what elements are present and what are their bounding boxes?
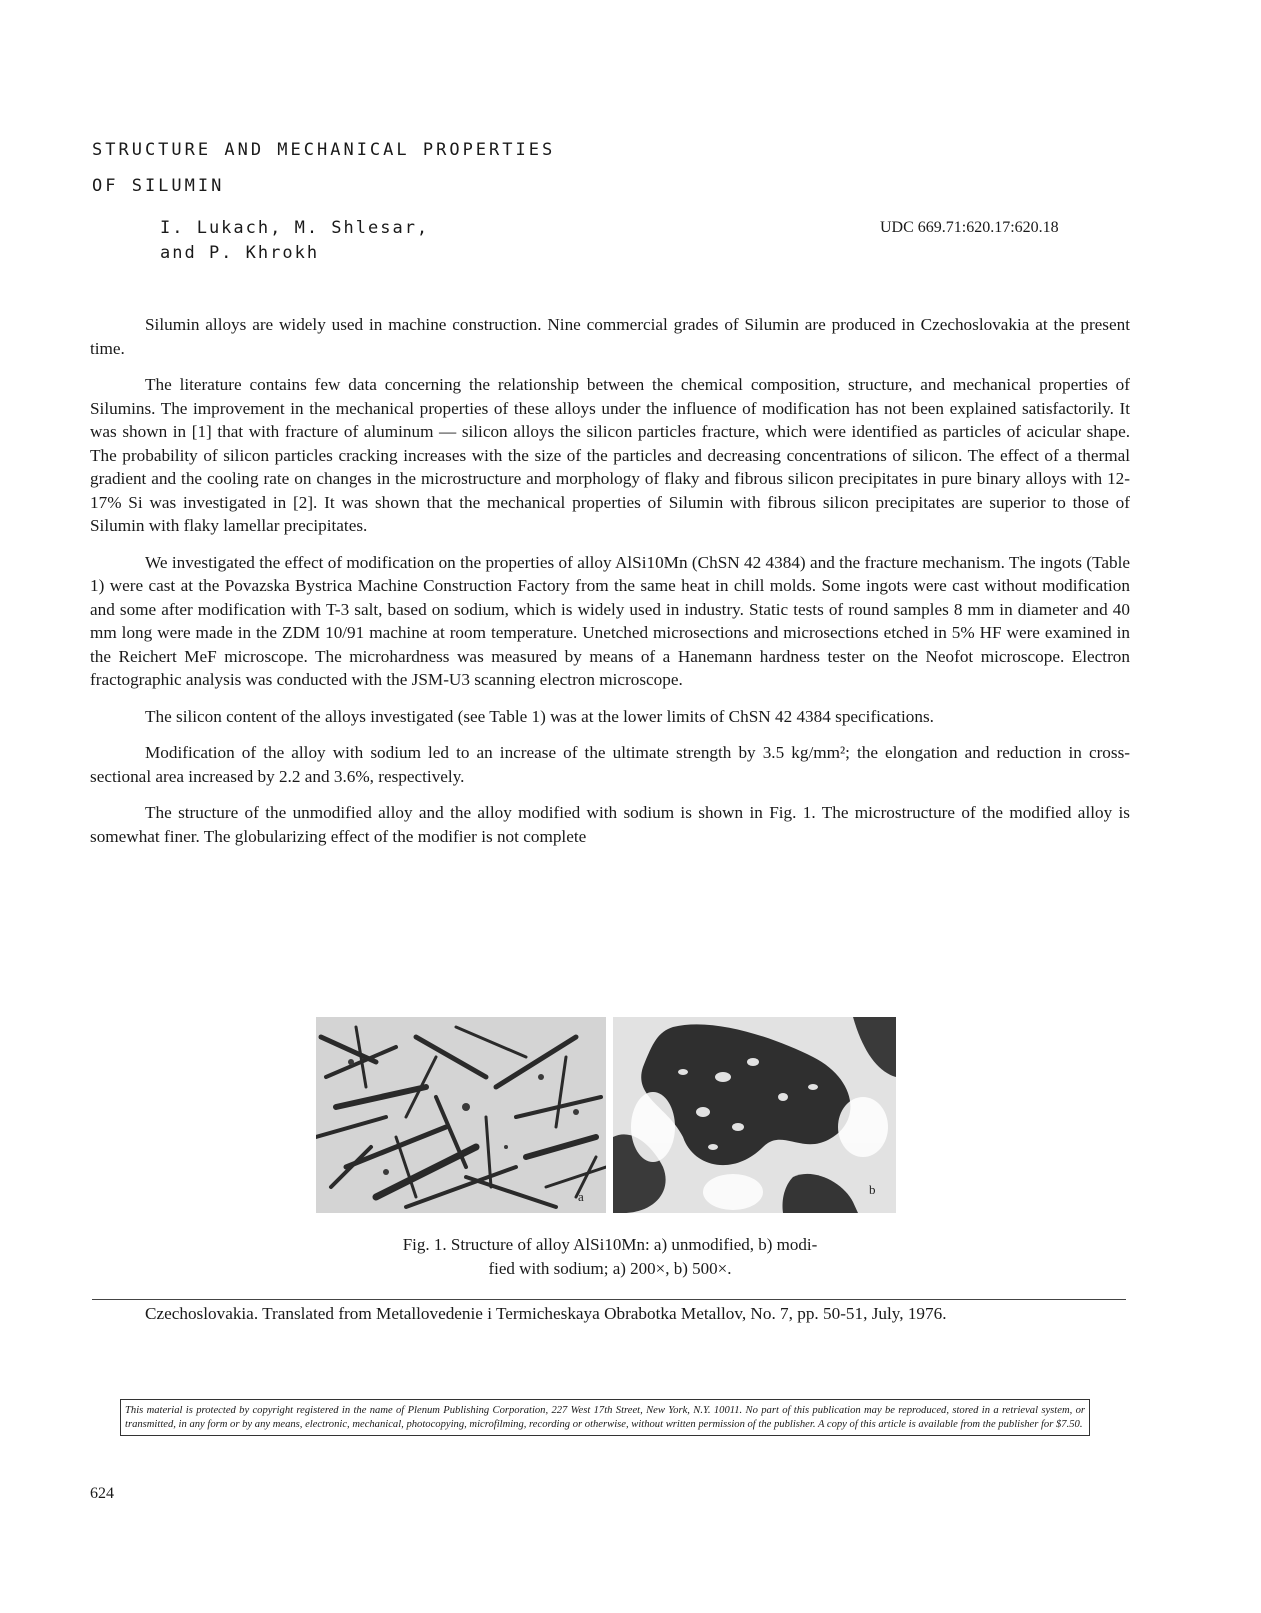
micrograph-b	[613, 1017, 896, 1213]
micrograph-b-image	[613, 1017, 896, 1213]
micrograph-a	[316, 1017, 606, 1213]
figure-1	[316, 1017, 896, 1213]
source-note	[90, 1302, 1130, 1326]
paragraph-1: Silumin alloys are widely used in machine construction. Nine commercial grades of Silumin are produced in Czechoslovakia at the present time.	[90, 315, 1130, 358]
article-title-line-1: STRUCTURE AND MECHANICAL PROPERTIES	[92, 140, 556, 160]
paragraph-2: The literature contains few data concerning the relationship between the chemical composition, structure, and mechanical properties of Silumins. The improvement in the mechanical properties of these alloys under the influence of modification has not been explained satisfactorily. It was shown in [1] that with fracture of aluminum — silicon alloys the silicon particles fracture, which were identified as particles of acicular shape. The probability of silicon particles cracking increases with the size of the particles and decreasing concentrations of silicon. The effect of a thermal gradient and the cooling rate on changes in the microstructure and morphology of flaky and fibrous silicon precipitates in pure binary alloys with 12-17% Si was investigated in [2]. It was shown that the mechanical properties of Silumin with fibrous silicon precipitates are superior to those of Silumin with flaky lamellar precipitates.	[90, 375, 1130, 535]
page-number: 624	[90, 1485, 114, 1502]
paragraph-5: Modification of the alloy with sodium led to an increase of the ultimate strength by 3.5 kg/mm²; the elongation and reduction in cross-sectional area increased by 2.2 and 3.6%, respectively.	[90, 743, 1130, 786]
authors-line-1: I. Lukach, M. Shlesar,	[160, 218, 430, 238]
udc-code: UDC 669.71:620.17:620.18	[880, 219, 1059, 236]
source-note-text: Czechoslovakia. Translated from Metallovedenie i Termicheskaya Obrabotka Metallov, No. 7, pp. 50-51, July, 1976.	[145, 1304, 947, 1323]
paragraph-4: The silicon content of the alloys investigated (see Table 1) was at the lower limits of ChSN 42 4384 specifications.	[145, 706, 934, 726]
authors	[160, 216, 429, 266]
figure-caption-line-1: Fig. 1. Structure of alloy AlSi10Mn: a) unmodified, b) modi-	[402, 1235, 818, 1254]
micrograph-a-image	[316, 1017, 606, 1213]
article-title-line-2: OF SILUMIN	[92, 176, 225, 196]
paragraph-6: The structure of the unmodified alloy and the alloy modified with sodium is shown in Fig. 1. The microstructure of the modified alloy is somewhat finer. The globularizing effect of the modifier is not complete	[90, 803, 1130, 846]
micrograph-a-label: a	[578, 1189, 584, 1204]
article-title	[92, 132, 792, 204]
paragraph-3: We investigated the effect of modification on the properties of alloy AlSi10Mn (ChSN 42 4384) and the fracture mechanism. The ingots (Table 1) were cast at the Povazska Bystrica Machine Construction Factory from the same heat in chill molds. Some ingots were cast without modification and some after modification with T-3 salt, based on sodium, which is widely used in industry. Static tests of round samples 8 mm in diameter and 40 mm long were made in the ZDM 10/91 machine at room temperature. Unetched microsections and microsections etched in 5% HF were examined in the Reichert MeF microscope. The microhardness was measured by means of a Hanemann hardness tester on the Neofot microscope. Electron fractographic analysis was conducted with the JSM-U3 scanning electron microscope.	[90, 552, 1130, 689]
micrograph-b-label: b	[869, 1182, 876, 1197]
copyright-notice: This material is protected by copyright registered in the name of Plenum Publishing Corporation, 227 West 17th Street, New York, N.Y. 10011. No part of this publication may be reproduced, stored in a retrieval system, or transmitted, in any form or by any means, electronic, mechanical, photocopying, microfilming, recording or otherwise, without written permission of the publisher. A copy of this article is available from the publisher for $7.50.	[120, 1399, 1090, 1436]
footnote-rule	[92, 1299, 1126, 1300]
figure-caption	[300, 1233, 920, 1281]
article-body	[90, 313, 1130, 861]
figure-caption-line-2: fied with sodium; a) 200×, b) 500×.	[488, 1259, 732, 1278]
authors-line-2: and P. Khrokh	[160, 243, 320, 263]
